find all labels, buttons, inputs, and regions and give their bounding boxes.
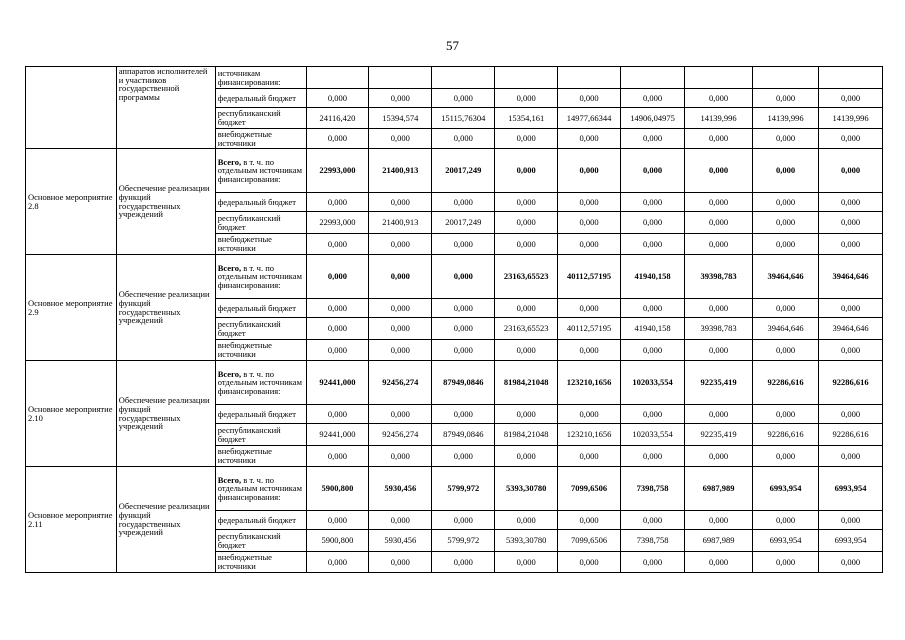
value-cell: 15115,76304 bbox=[432, 108, 495, 129]
value-cell: 0,000 bbox=[684, 405, 752, 424]
value-cell: 0,000 bbox=[819, 511, 883, 530]
value-cell: 0,000 bbox=[369, 446, 432, 467]
value-cell bbox=[432, 67, 495, 89]
event-cell: Основное мероприятие 2.11 bbox=[26, 467, 117, 573]
value-cell: 0,000 bbox=[495, 446, 558, 467]
value-cell: 87949,0846 bbox=[432, 361, 495, 405]
value-cell: 0,000 bbox=[432, 446, 495, 467]
value-cell: 0,000 bbox=[558, 129, 621, 149]
value-cell: 92286,616 bbox=[819, 424, 883, 446]
value-cell: 0,000 bbox=[369, 511, 432, 530]
value-cell: 20017,249 bbox=[432, 212, 495, 234]
value-cell: 6993,954 bbox=[753, 467, 819, 511]
value-cell: 0,000 bbox=[432, 129, 495, 149]
value-cell: 0,000 bbox=[819, 149, 883, 193]
value-cell: 0,000 bbox=[819, 552, 883, 573]
value-cell: 0,000 bbox=[495, 149, 558, 193]
value-cell: 5393,30780 bbox=[495, 467, 558, 511]
total-label-rest: в т. ч. по отдельным источникам финансирования: bbox=[217, 262, 302, 290]
value-cell: 5930,456 bbox=[369, 467, 432, 511]
value-cell: 0,000 bbox=[558, 446, 621, 467]
value-cell: 0,000 bbox=[684, 552, 752, 573]
value-cell: 92235,419 bbox=[684, 424, 752, 446]
value-cell: 0,000 bbox=[819, 299, 883, 318]
value-cell: 7398,758 bbox=[621, 530, 685, 552]
table-row bbox=[26, 149, 883, 193]
source-cell: федеральный бюджет bbox=[215, 511, 306, 530]
value-cell: 0,000 bbox=[819, 446, 883, 467]
value-cell: 7398,758 bbox=[621, 467, 685, 511]
value-cell: 0,000 bbox=[306, 552, 369, 573]
value-cell: 15394,574 bbox=[369, 108, 432, 129]
source-cell: внебюджетные источники bbox=[215, 552, 306, 573]
value-cell bbox=[495, 67, 558, 89]
value-cell: 0,000 bbox=[369, 405, 432, 424]
value-cell: 14139,996 bbox=[753, 108, 819, 129]
table-row bbox=[26, 67, 883, 89]
value-cell: 0,000 bbox=[432, 193, 495, 212]
value-cell: 22993,000 bbox=[306, 149, 369, 193]
value-cell: 0,000 bbox=[753, 234, 819, 255]
total-label: Всего, bbox=[217, 368, 242, 379]
value-cell: 6987,989 bbox=[684, 530, 752, 552]
event-cell: Основное мероприятие 2.8 bbox=[26, 149, 117, 255]
value-cell: 102033,554 bbox=[621, 424, 685, 446]
value-cell bbox=[753, 67, 819, 89]
source-cell: внебюджетные источники bbox=[215, 446, 306, 467]
page-number: 57 bbox=[446, 38, 459, 53]
value-cell: 0,000 bbox=[495, 129, 558, 149]
value-cell: 0,000 bbox=[432, 340, 495, 361]
value-cell: 0,000 bbox=[558, 299, 621, 318]
total-label: Всего, bbox=[217, 262, 242, 273]
source-cell bbox=[215, 149, 306, 193]
value-cell: 0,000 bbox=[306, 234, 369, 255]
value-cell: 87949,0846 bbox=[432, 424, 495, 446]
value-cell: 39464,646 bbox=[753, 255, 819, 299]
value-cell: 0,000 bbox=[369, 193, 432, 212]
value-cell: 0,000 bbox=[621, 212, 685, 234]
value-cell: 6987,989 bbox=[684, 467, 752, 511]
table-row bbox=[26, 467, 883, 511]
value-cell: 92456,274 bbox=[369, 361, 432, 405]
source-cell: федеральный бюджет bbox=[215, 405, 306, 424]
value-cell: 0,000 bbox=[819, 234, 883, 255]
source-cell: республиканский бюджет bbox=[215, 530, 306, 552]
value-cell: 0,000 bbox=[753, 212, 819, 234]
value-cell: 0,000 bbox=[621, 129, 685, 149]
value-cell: 0,000 bbox=[558, 149, 621, 193]
value-cell: 0,000 bbox=[684, 212, 752, 234]
value-cell: 0,000 bbox=[495, 405, 558, 424]
value-cell: 40112,57195 bbox=[558, 255, 621, 299]
value-cell: 0,000 bbox=[369, 340, 432, 361]
source-cell bbox=[215, 255, 306, 299]
value-cell: 0,000 bbox=[684, 446, 752, 467]
source-cell: источникам финансирования: bbox=[215, 67, 306, 89]
value-cell: 0,000 bbox=[684, 340, 752, 361]
source-cell bbox=[215, 467, 306, 511]
value-cell: 0,000 bbox=[684, 89, 752, 108]
value-cell: 0,000 bbox=[684, 299, 752, 318]
event-cell: Основное мероприятие 2.9 bbox=[26, 255, 117, 361]
value-cell: 40112,57195 bbox=[558, 318, 621, 340]
value-cell: 0,000 bbox=[558, 212, 621, 234]
event-cell bbox=[26, 67, 117, 149]
value-cell: 0,000 bbox=[684, 234, 752, 255]
value-cell: 0,000 bbox=[684, 129, 752, 149]
value-cell: 92441,000 bbox=[306, 424, 369, 446]
value-cell: 0,000 bbox=[753, 129, 819, 149]
source-cell: внебюджетные источники bbox=[215, 234, 306, 255]
value-cell: 0,000 bbox=[306, 193, 369, 212]
value-cell: 23163,65523 bbox=[495, 318, 558, 340]
value-cell: 0,000 bbox=[558, 405, 621, 424]
value-cell: 15354,161 bbox=[495, 108, 558, 129]
value-cell: 92456,274 bbox=[369, 424, 432, 446]
value-cell: 0,000 bbox=[753, 299, 819, 318]
value-cell: 0,000 bbox=[558, 511, 621, 530]
value-cell: 0,000 bbox=[495, 212, 558, 234]
value-cell: 0,000 bbox=[819, 212, 883, 234]
value-cell: 0,000 bbox=[306, 511, 369, 530]
value-cell: 0,000 bbox=[369, 129, 432, 149]
value-cell: 7099,6506 bbox=[558, 530, 621, 552]
value-cell: 0,000 bbox=[753, 89, 819, 108]
value-cell: 0,000 bbox=[753, 149, 819, 193]
value-cell bbox=[369, 67, 432, 89]
value-cell: 0,000 bbox=[621, 446, 685, 467]
value-cell: 0,000 bbox=[306, 405, 369, 424]
source-cell: республиканский бюджет bbox=[215, 424, 306, 446]
event-cell: Основное мероприятие 2.10 bbox=[26, 361, 117, 467]
value-cell: 5393,30780 bbox=[495, 530, 558, 552]
value-cell: 14977,66344 bbox=[558, 108, 621, 129]
value-cell: 92286,616 bbox=[753, 424, 819, 446]
value-cell: 6993,954 bbox=[753, 530, 819, 552]
value-cell: 21400,913 bbox=[369, 212, 432, 234]
value-cell: 39398,783 bbox=[684, 255, 752, 299]
value-cell: 41940,158 bbox=[621, 255, 685, 299]
value-cell: 0,000 bbox=[621, 552, 685, 573]
value-cell: 0,000 bbox=[684, 511, 752, 530]
value-cell: 0,000 bbox=[369, 89, 432, 108]
source-cell: внебюджетные источники bbox=[215, 340, 306, 361]
value-cell: 39464,646 bbox=[753, 318, 819, 340]
value-cell: 22993,000 bbox=[306, 212, 369, 234]
source-cell: республиканский бюджет bbox=[215, 108, 306, 129]
source-cell: республиканский бюджет bbox=[215, 212, 306, 234]
value-cell: 21400,913 bbox=[369, 149, 432, 193]
source-cell: федеральный бюджет bbox=[215, 89, 306, 108]
value-cell: 0,000 bbox=[558, 340, 621, 361]
value-cell: 0,000 bbox=[753, 446, 819, 467]
value-cell: 0,000 bbox=[432, 89, 495, 108]
value-cell: 0,000 bbox=[819, 193, 883, 212]
measure-name-cell: Обеспечение реализации функций государственных учреждений bbox=[116, 255, 215, 361]
value-cell: 6993,954 bbox=[819, 467, 883, 511]
value-cell: 0,000 bbox=[621, 340, 685, 361]
value-cell: 123210,1656 bbox=[558, 424, 621, 446]
value-cell: 0,000 bbox=[558, 234, 621, 255]
total-label-rest: в т. ч. по отдельным источникам финансирования: bbox=[217, 474, 302, 502]
value-cell: 0,000 bbox=[558, 193, 621, 212]
value-cell: 0,000 bbox=[306, 340, 369, 361]
value-cell: 0,000 bbox=[753, 552, 819, 573]
value-cell: 5799,972 bbox=[432, 530, 495, 552]
value-cell: 0,000 bbox=[432, 234, 495, 255]
value-cell: 0,000 bbox=[306, 129, 369, 149]
value-cell: 0,000 bbox=[819, 129, 883, 149]
source-cell bbox=[215, 361, 306, 405]
value-cell: 0,000 bbox=[432, 405, 495, 424]
value-cell: 92441,000 bbox=[306, 361, 369, 405]
value-cell: 0,000 bbox=[621, 405, 685, 424]
value-cell: 0,000 bbox=[621, 193, 685, 212]
value-cell: 0,000 bbox=[495, 340, 558, 361]
value-cell: 0,000 bbox=[432, 552, 495, 573]
value-cell: 0,000 bbox=[369, 552, 432, 573]
value-cell: 14906,04975 bbox=[621, 108, 685, 129]
total-label: Всего, bbox=[217, 156, 242, 167]
value-cell: 0,000 bbox=[369, 234, 432, 255]
value-cell bbox=[621, 67, 685, 89]
value-cell: 0,000 bbox=[621, 89, 685, 108]
value-cell: 0,000 bbox=[621, 234, 685, 255]
value-cell: 0,000 bbox=[306, 255, 369, 299]
value-cell: 39464,646 bbox=[819, 318, 883, 340]
value-cell: 0,000 bbox=[432, 318, 495, 340]
value-cell: 0,000 bbox=[306, 89, 369, 108]
value-cell: 39398,783 bbox=[684, 318, 752, 340]
value-cell: 0,000 bbox=[495, 299, 558, 318]
value-cell: 92235,419 bbox=[684, 361, 752, 405]
value-cell: 0,000 bbox=[306, 446, 369, 467]
value-cell: 14139,996 bbox=[819, 108, 883, 129]
value-cell: 0,000 bbox=[819, 340, 883, 361]
value-cell: 0,000 bbox=[558, 552, 621, 573]
budget-table bbox=[25, 66, 883, 573]
table-row bbox=[26, 255, 883, 299]
value-cell bbox=[306, 67, 369, 89]
value-cell: 92286,616 bbox=[753, 361, 819, 405]
value-cell: 0,000 bbox=[495, 89, 558, 108]
value-cell: 0,000 bbox=[621, 511, 685, 530]
value-cell bbox=[819, 67, 883, 89]
value-cell: 39464,646 bbox=[819, 255, 883, 299]
table-row bbox=[26, 361, 883, 405]
value-cell: 0,000 bbox=[432, 255, 495, 299]
value-cell: 0,000 bbox=[369, 255, 432, 299]
value-cell: 0,000 bbox=[495, 511, 558, 530]
value-cell: 0,000 bbox=[684, 193, 752, 212]
value-cell: 0,000 bbox=[495, 234, 558, 255]
total-label-rest: в т. ч. по отдельным источникам финансирования: bbox=[217, 368, 302, 396]
value-cell: 0,000 bbox=[432, 511, 495, 530]
value-cell: 0,000 bbox=[753, 340, 819, 361]
source-cell: республиканский бюджет bbox=[215, 318, 306, 340]
value-cell: 24116,420 bbox=[306, 108, 369, 129]
value-cell: 0,000 bbox=[306, 318, 369, 340]
value-cell: 5900,800 bbox=[306, 530, 369, 552]
value-cell: 0,000 bbox=[495, 193, 558, 212]
measure-name-cell: Обеспечение реализации функций государственных учреждений bbox=[116, 361, 215, 467]
value-cell: 0,000 bbox=[753, 405, 819, 424]
value-cell: 0,000 bbox=[753, 193, 819, 212]
value-cell bbox=[684, 67, 752, 89]
value-cell: 0,000 bbox=[369, 299, 432, 318]
measure-name-cell: Обеспечение реализации функций государственных учреждений bbox=[116, 467, 215, 573]
value-cell: 0,000 bbox=[306, 299, 369, 318]
value-cell: 0,000 bbox=[621, 149, 685, 193]
value-cell: 0,000 bbox=[753, 511, 819, 530]
value-cell: 92286,616 bbox=[819, 361, 883, 405]
value-cell: 5900,800 bbox=[306, 467, 369, 511]
value-cell: 23163,65523 bbox=[495, 255, 558, 299]
value-cell: 5799,972 bbox=[432, 467, 495, 511]
value-cell: 14139,996 bbox=[684, 108, 752, 129]
value-cell: 20017,249 bbox=[432, 149, 495, 193]
value-cell bbox=[558, 67, 621, 89]
value-cell: 5930,456 bbox=[369, 530, 432, 552]
source-cell: федеральный бюджет bbox=[215, 193, 306, 212]
total-label-rest: в т. ч. по отдельным источникам финансирования: bbox=[217, 156, 302, 184]
value-cell: 0,000 bbox=[369, 318, 432, 340]
value-cell: 81984,21048 bbox=[495, 361, 558, 405]
measure-name-cell: аппаратов исполнителей и участников государственной программы bbox=[116, 67, 215, 149]
source-cell: федеральный бюджет bbox=[215, 299, 306, 318]
value-cell: 0,000 bbox=[495, 552, 558, 573]
value-cell: 0,000 bbox=[621, 299, 685, 318]
value-cell: 0,000 bbox=[819, 405, 883, 424]
value-cell: 0,000 bbox=[432, 299, 495, 318]
value-cell: 7099,6506 bbox=[558, 467, 621, 511]
value-cell: 0,000 bbox=[684, 149, 752, 193]
value-cell: 81984,21048 bbox=[495, 424, 558, 446]
value-cell: 6993,954 bbox=[819, 530, 883, 552]
value-cell: 102033,554 bbox=[621, 361, 685, 405]
total-label: Всего, bbox=[217, 474, 242, 485]
value-cell: 0,000 bbox=[819, 89, 883, 108]
source-cell: внебюджетные источники bbox=[215, 129, 306, 149]
value-cell: 0,000 bbox=[558, 89, 621, 108]
value-cell: 41940,158 bbox=[621, 318, 685, 340]
measure-name-cell: Обеспечение реализации функций государственных учреждений bbox=[116, 149, 215, 255]
value-cell: 123210,1656 bbox=[558, 361, 621, 405]
